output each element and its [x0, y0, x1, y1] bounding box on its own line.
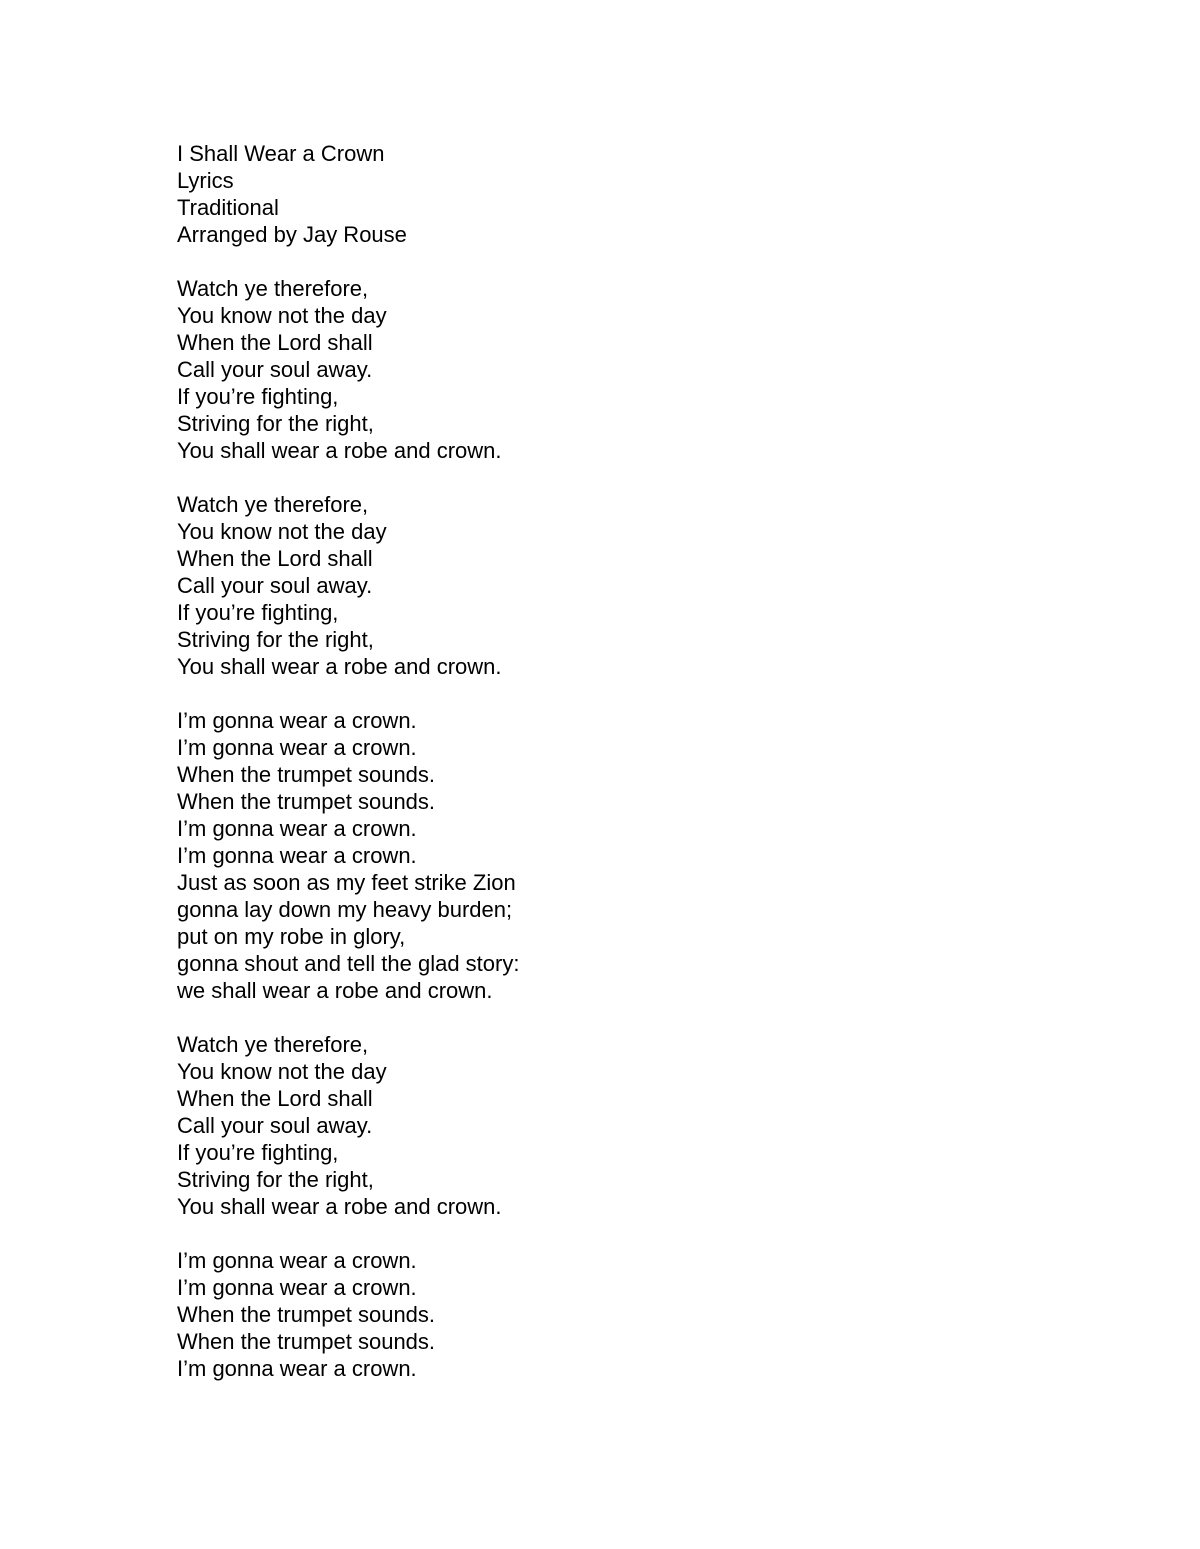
- song-source: Traditional: [177, 195, 279, 220]
- lyric-line: Striving for the right,: [177, 627, 374, 652]
- lyric-line: Watch ye therefore,: [177, 1032, 369, 1057]
- lyric-line: I’m gonna wear a crown.: [177, 1356, 417, 1381]
- lyric-line: put on my robe in glory,: [177, 924, 406, 949]
- lyric-line: When the trumpet sounds.: [177, 762, 436, 787]
- lyric-line: You shall wear a robe and crown.: [177, 654, 502, 679]
- lyric-line: we shall wear a robe and crown.: [177, 978, 493, 1003]
- stanza-1: [177, 275, 1077, 464]
- lyric-line: If you’re fighting,: [177, 600, 339, 625]
- lyric-line: gonna shout and tell the glad story:: [177, 951, 520, 976]
- lyric-line: You know not the day: [177, 519, 387, 544]
- lyric-line: When the trumpet sounds.: [177, 1329, 436, 1354]
- lyric-line: Striving for the right,: [177, 1167, 374, 1192]
- lyric-line: I’m gonna wear a crown.: [177, 708, 417, 733]
- stanza-3: [177, 707, 1077, 1004]
- lyric-line: Watch ye therefore,: [177, 492, 369, 517]
- lyric-line: I’m gonna wear a crown.: [177, 816, 417, 841]
- stanza-2: [177, 491, 1077, 680]
- lyric-line: When the trumpet sounds.: [177, 789, 436, 814]
- song-subtitle: Lyrics: [177, 168, 234, 193]
- lyrics-content: [177, 140, 1077, 1382]
- lyric-line: Striving for the right,: [177, 411, 374, 436]
- lyric-line: Call your soul away.: [177, 573, 373, 598]
- lyric-line: gonna lay down my heavy burden;: [177, 897, 513, 922]
- lyric-line: I’m gonna wear a crown.: [177, 843, 417, 868]
- song-arranger: Arranged by Jay Rouse: [177, 222, 407, 247]
- lyric-line: I’m gonna wear a crown.: [177, 1248, 417, 1273]
- lyric-line: I’m gonna wear a crown.: [177, 735, 417, 760]
- lyric-line: You shall wear a robe and crown.: [177, 438, 502, 463]
- lyric-line: If you’re fighting,: [177, 384, 339, 409]
- lyric-line: When the Lord shall: [177, 330, 373, 355]
- lyric-line: When the trumpet sounds.: [177, 1302, 436, 1327]
- stanza-list: [177, 275, 1077, 1382]
- lyric-line: You shall wear a robe and crown.: [177, 1194, 502, 1219]
- lyric-line: Call your soul away.: [177, 357, 373, 382]
- stanza-4: [177, 1031, 1077, 1220]
- stanza-5: [177, 1247, 1077, 1382]
- lyric-line: When the Lord shall: [177, 546, 373, 571]
- lyric-line: If you’re fighting,: [177, 1140, 339, 1165]
- lyric-line: Call your soul away.: [177, 1113, 373, 1138]
- song-title: I Shall Wear a Crown: [177, 141, 385, 166]
- lyric-line: I’m gonna wear a crown.: [177, 1275, 417, 1300]
- lyric-line: Just as soon as my feet strike Zion: [177, 870, 516, 895]
- lyric-line: You know not the day: [177, 1059, 387, 1084]
- lyric-line: Watch ye therefore,: [177, 276, 369, 301]
- lyric-line: You know not the day: [177, 303, 387, 328]
- lyric-line: When the Lord shall: [177, 1086, 373, 1111]
- song-header: [177, 140, 1077, 248]
